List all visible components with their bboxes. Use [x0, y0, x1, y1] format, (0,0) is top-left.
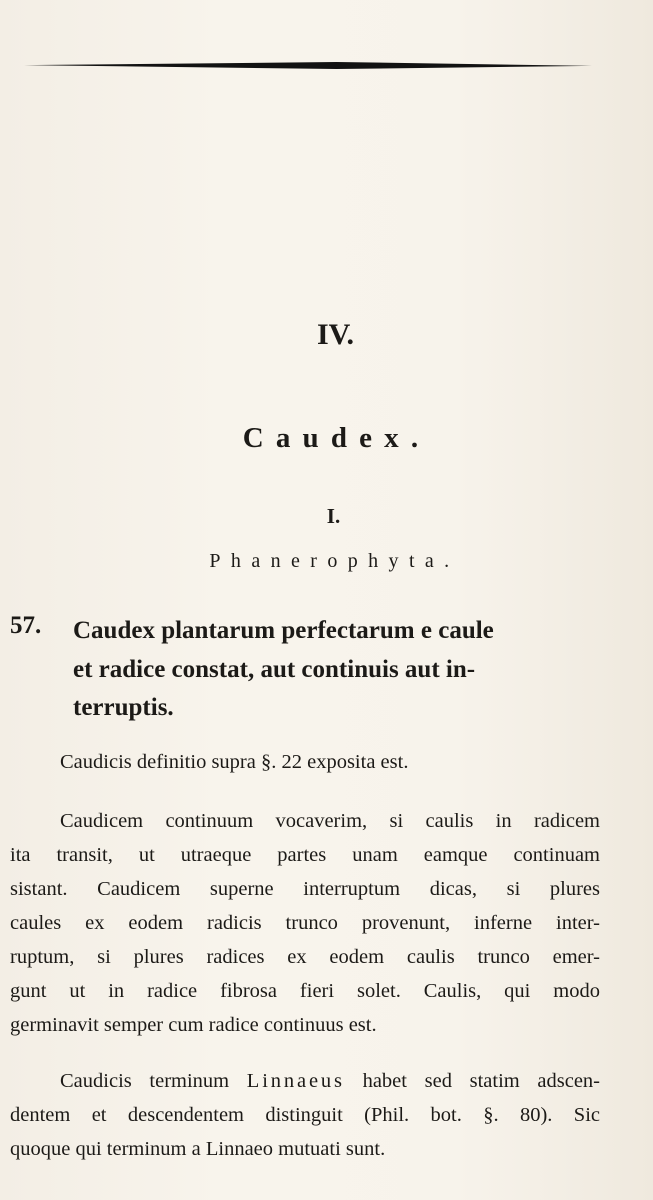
chapter-number: IV.: [317, 318, 354, 351]
text-line: quoque qui terminum a Linnaeo mutuati sunt.: [10, 1138, 386, 1160]
text-fragment: habet sed statim adscen-: [362, 1070, 601, 1092]
author-name: Linnaeus: [246, 1070, 345, 1092]
text-line: [10, 1064, 600, 1098]
bleed-through-text: [40, 95, 44, 115]
header-rule: [24, 62, 592, 69]
text-fragment: Caudicis terminum: [60, 1070, 230, 1092]
paragraph-number: 57.: [10, 612, 42, 639]
section-number: I.: [326, 504, 341, 528]
definition-reference: Caudicis definitio supra §. 22 exposita est.: [60, 751, 409, 773]
thesis-line: Caudex plantarum perfectarum e caule: [73, 617, 494, 644]
body-paragraph-1: [10, 804, 600, 1042]
text-line: ita transit, ut utraeque partes unam eamque continuam: [10, 844, 600, 866]
thesis-line: et radice constat, aut continuis aut in-: [73, 655, 476, 683]
paragraph-thesis: [73, 612, 603, 728]
text-line: germinavit semper cum radice continuus est.: [10, 1014, 377, 1036]
section-title: Phanerophyta.: [209, 550, 460, 572]
thesis-line: terruptis.: [73, 694, 174, 721]
chapter-title: Caudex.: [242, 422, 431, 454]
body-paragraph-2: [10, 1064, 600, 1166]
text-line: dentem et descendentem distinguit (Phil. bot. §. 80). Sic: [10, 1104, 600, 1126]
text-line: gunt ut in radice fibrosa fieri solet. Caulis, qui modo: [10, 980, 600, 1002]
text-line: ruptum, si plures radices ex eodem caulis trunco emer-: [10, 946, 600, 968]
text-line: Caudicem continuum vocaverim, si caulis in radicem: [60, 810, 600, 832]
text-line: caules ex eodem radicis trunco provenunt, inferne inter-: [10, 912, 600, 934]
text-line: sistant. Caudicem superne interruptum dicas, si plures: [10, 878, 600, 900]
